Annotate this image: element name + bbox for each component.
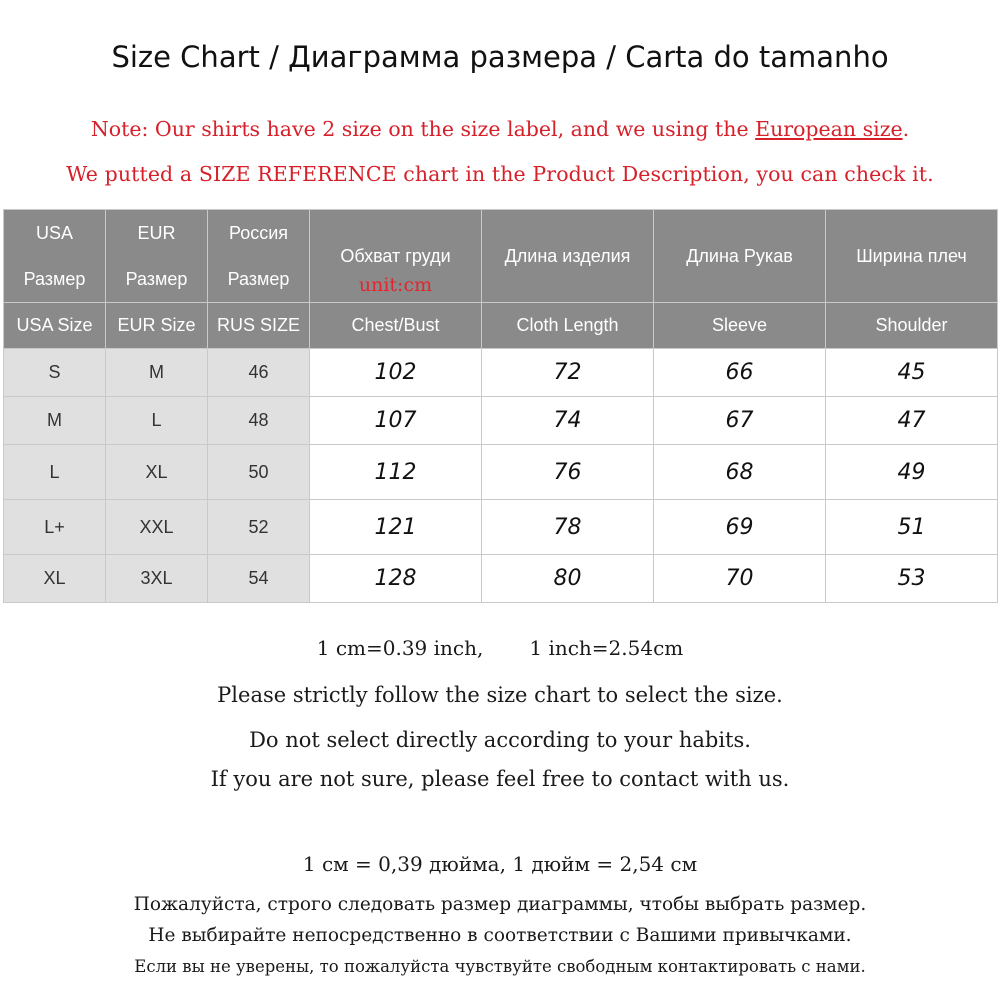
header-row-en bbox=[4, 303, 998, 349]
header-sleeve-ru bbox=[654, 210, 826, 303]
cell-length: 74 bbox=[482, 397, 654, 445]
table-row bbox=[4, 555, 998, 603]
cell-length: 78 bbox=[482, 500, 654, 555]
header-length-ru bbox=[482, 210, 654, 303]
cell-chest: 107 bbox=[310, 397, 482, 445]
cell-eur: L bbox=[106, 397, 208, 445]
header-eur-bottom: Размер bbox=[125, 268, 188, 289]
header-en-eur: EUR Size bbox=[106, 303, 208, 349]
header-length-label: Длина изделия bbox=[504, 246, 631, 266]
cell-sleeve: 69 bbox=[654, 500, 826, 555]
conversion-line-en bbox=[0, 636, 1000, 660]
header-usa-top: USA bbox=[35, 222, 73, 243]
cell-shoulder: 51 bbox=[826, 500, 998, 555]
header-usa-ru bbox=[4, 210, 106, 303]
cell-eur: XXL bbox=[106, 500, 208, 555]
cell-rus: 52 bbox=[208, 500, 310, 555]
conversion-cm: 1 cm=0.39 inch, bbox=[316, 636, 484, 660]
cell-eur: XL bbox=[106, 445, 208, 500]
table-row bbox=[4, 500, 998, 555]
cell-sleeve: 70 bbox=[654, 555, 826, 603]
cell-sleeve: 66 bbox=[654, 349, 826, 397]
header-eur-top: EUR bbox=[137, 222, 176, 243]
page-title: Size Chart / Диаграмма размера / Carta do tamanho bbox=[111, 40, 889, 74]
note-line-1-text: Note: Our shirts have 2 size on the size label, and we using the bbox=[90, 117, 756, 141]
table-row bbox=[4, 349, 998, 397]
header-en-chest: Chest/Bust bbox=[310, 303, 482, 349]
header-sleeve-label: Длина Рукав bbox=[686, 246, 793, 266]
header-chest-ru bbox=[310, 210, 482, 303]
size-chart-table bbox=[3, 209, 998, 603]
cell-chest: 112 bbox=[310, 445, 482, 500]
cell-chest: 128 bbox=[310, 555, 482, 603]
instruction-ru-1: Пожалуйста, строго следовать размер диаграммы, чтобы выбрать размер. bbox=[133, 894, 867, 915]
instruction-line-2: Do not select directly according to your habits. bbox=[249, 728, 751, 752]
header-rus-ru bbox=[208, 210, 310, 303]
cell-chest: 102 bbox=[310, 349, 482, 397]
note-line-1-suffix: . bbox=[902, 117, 910, 141]
header-rus-top: Россия bbox=[228, 222, 289, 243]
cell-usa: S bbox=[4, 349, 106, 397]
cell-shoulder: 49 bbox=[826, 445, 998, 500]
header-shoulder-label: Ширина плеч bbox=[856, 246, 967, 266]
european-size-link[interactable]: European size bbox=[755, 117, 903, 141]
header-chest-label: Обхват груди bbox=[340, 246, 451, 266]
cell-shoulder: 47 bbox=[826, 397, 998, 445]
header-en-sleeve: Sleeve bbox=[654, 303, 826, 349]
instruction-line-3: If you are not sure, please feel free to contact with us. bbox=[210, 767, 790, 791]
conversion-line-ru: 1 см = 0,39 дюйма, 1 дюйм = 2,54 см bbox=[302, 852, 698, 876]
table-row bbox=[4, 397, 998, 445]
cell-usa: L bbox=[4, 445, 106, 500]
cell-rus: 48 bbox=[208, 397, 310, 445]
header-shoulder-ru bbox=[826, 210, 998, 303]
header-en-usa: USA Size bbox=[4, 303, 106, 349]
note-line-2: We putted a SIZE REFERENCE chart in the Product Description, you can check it. bbox=[66, 162, 934, 186]
cell-eur: M bbox=[106, 349, 208, 397]
cell-rus: 46 bbox=[208, 349, 310, 397]
instruction-ru-2: Не выбирайте непосредственно в соответствии с Вашими привычками. bbox=[148, 925, 852, 946]
table-row bbox=[4, 445, 998, 500]
header-usa-bottom: Размер bbox=[23, 268, 86, 289]
cell-eur: 3XL bbox=[106, 555, 208, 603]
note-line-1 bbox=[0, 117, 1000, 141]
cell-length: 72 bbox=[482, 349, 654, 397]
cell-length: 80 bbox=[482, 555, 654, 603]
cell-usa: M bbox=[4, 397, 106, 445]
unit-label: unit:cm bbox=[358, 274, 433, 296]
cell-sleeve: 67 bbox=[654, 397, 826, 445]
instruction-ru-3: Если вы не уверены, то пожалуйста чувствуйте свободным контактировать с нами. bbox=[134, 957, 866, 976]
header-row-ru bbox=[4, 210, 998, 303]
header-en-rus: RUS SIZE bbox=[208, 303, 310, 349]
cell-usa: L+ bbox=[4, 500, 106, 555]
cell-rus: 50 bbox=[208, 445, 310, 500]
conversion-inch: 1 inch=2.54cm bbox=[529, 636, 684, 660]
cell-length: 76 bbox=[482, 445, 654, 500]
header-eur-ru bbox=[106, 210, 208, 303]
cell-usa: XL bbox=[4, 555, 106, 603]
header-en-shoulder: Shoulder bbox=[826, 303, 998, 349]
header-rus-bottom: Размер bbox=[227, 268, 290, 289]
cell-chest: 121 bbox=[310, 500, 482, 555]
cell-sleeve: 68 bbox=[654, 445, 826, 500]
cell-shoulder: 53 bbox=[826, 555, 998, 603]
cell-rus: 54 bbox=[208, 555, 310, 603]
instruction-line-1: Please strictly follow the size chart to select the size. bbox=[217, 683, 783, 707]
cell-shoulder: 45 bbox=[826, 349, 998, 397]
header-en-length: Cloth Length bbox=[482, 303, 654, 349]
